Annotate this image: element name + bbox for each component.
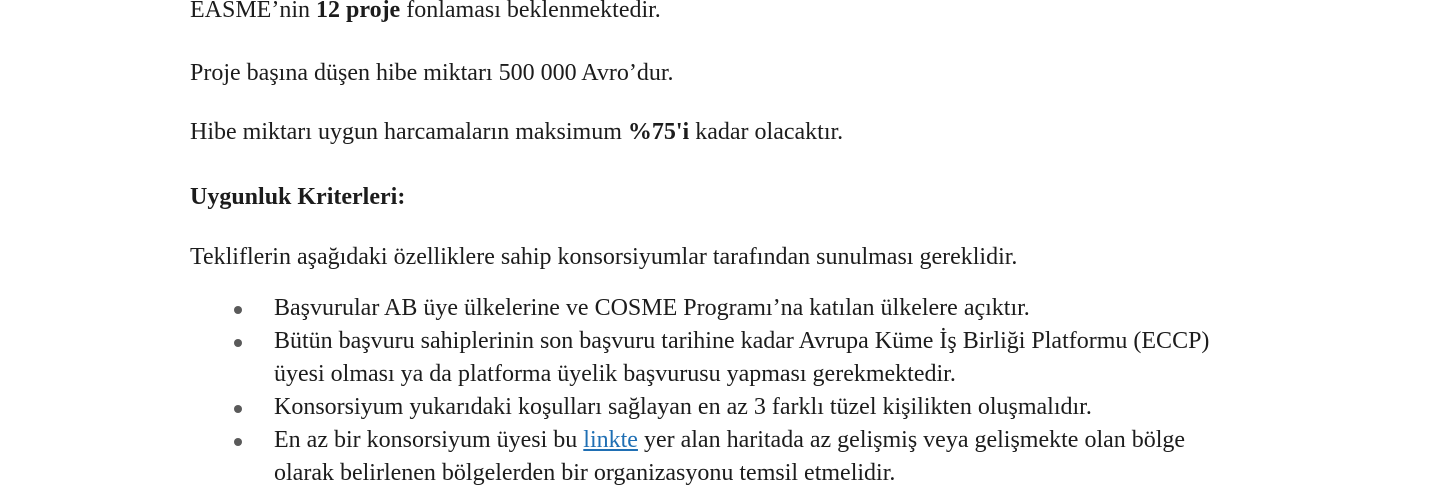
consortium-intro-paragraph: Tekliflerin aşağıdaki özelliklere sahip konsorsiyumlar tarafından sunulması gereklidir. bbox=[190, 244, 1018, 270]
bullet-dot-icon bbox=[234, 306, 242, 314]
eligibility-heading: Uygunluk Kriterleri: bbox=[190, 184, 406, 210]
bullet-dot-icon bbox=[234, 339, 242, 347]
list-item-line2: olarak belirlenen bölgelerden bir organizasyonu temsil etmelidir. bbox=[274, 460, 896, 486]
bullet-dot-icon bbox=[234, 438, 242, 446]
eligibility-list bbox=[0, 292, 1440, 490]
list-item bbox=[0, 424, 1254, 490]
grant-rate-pre: Hibe miktarı uygun harcamaların maksimum bbox=[190, 119, 628, 145]
grant-rate-post: kadar olacaktır. bbox=[689, 119, 844, 145]
list-item-line1: Bütün başvuru sahiplerinin son başvuru tarihine kadar Avrupa Küme İş Birliği Platformu (ECCP) bbox=[274, 328, 1210, 354]
list-item-line2: üyesi olması ya da platforma üyelik başvurusu yapması gerekmektedir. bbox=[274, 361, 956, 387]
list-item bbox=[0, 292, 1254, 325]
grant-rate-paragraph bbox=[190, 116, 843, 149]
list-item-line1 bbox=[274, 424, 1254, 457]
list-item-text: Başvurular AB üye ülkelerine ve COSME Programı’na katılan ülkelere açıktır. bbox=[274, 295, 1030, 321]
grant-rate-bold: %75'i bbox=[627, 119, 690, 145]
list-item bbox=[0, 391, 1254, 424]
list-item-text: Konsorsiyum yukarıdaki koşulları sağlayan en az 3 farklı tüzel kişilikten oluşmalıdır. bbox=[274, 394, 1092, 420]
list-item bbox=[0, 325, 1254, 391]
funding-count-paragraph bbox=[190, 0, 661, 27]
region-map-link[interactable]: linkte bbox=[583, 427, 638, 453]
funding-count-pre: EASME’nin bbox=[190, 0, 316, 23]
bullet-dot-icon bbox=[234, 405, 242, 413]
funding-count-post: fonlaması beklenmektedir. bbox=[400, 0, 661, 23]
funding-count-bold: 12 proje bbox=[316, 0, 401, 23]
grant-amount-paragraph: Proje başına düşen hibe miktarı 500 000 Avro’dur. bbox=[190, 60, 674, 86]
list-item-pre: En az bir konsorsiyum üyesi bu bbox=[274, 427, 584, 453]
list-item-post: yer alan haritada az gelişmiş veya gelişmekte olan bölge bbox=[637, 427, 1186, 453]
